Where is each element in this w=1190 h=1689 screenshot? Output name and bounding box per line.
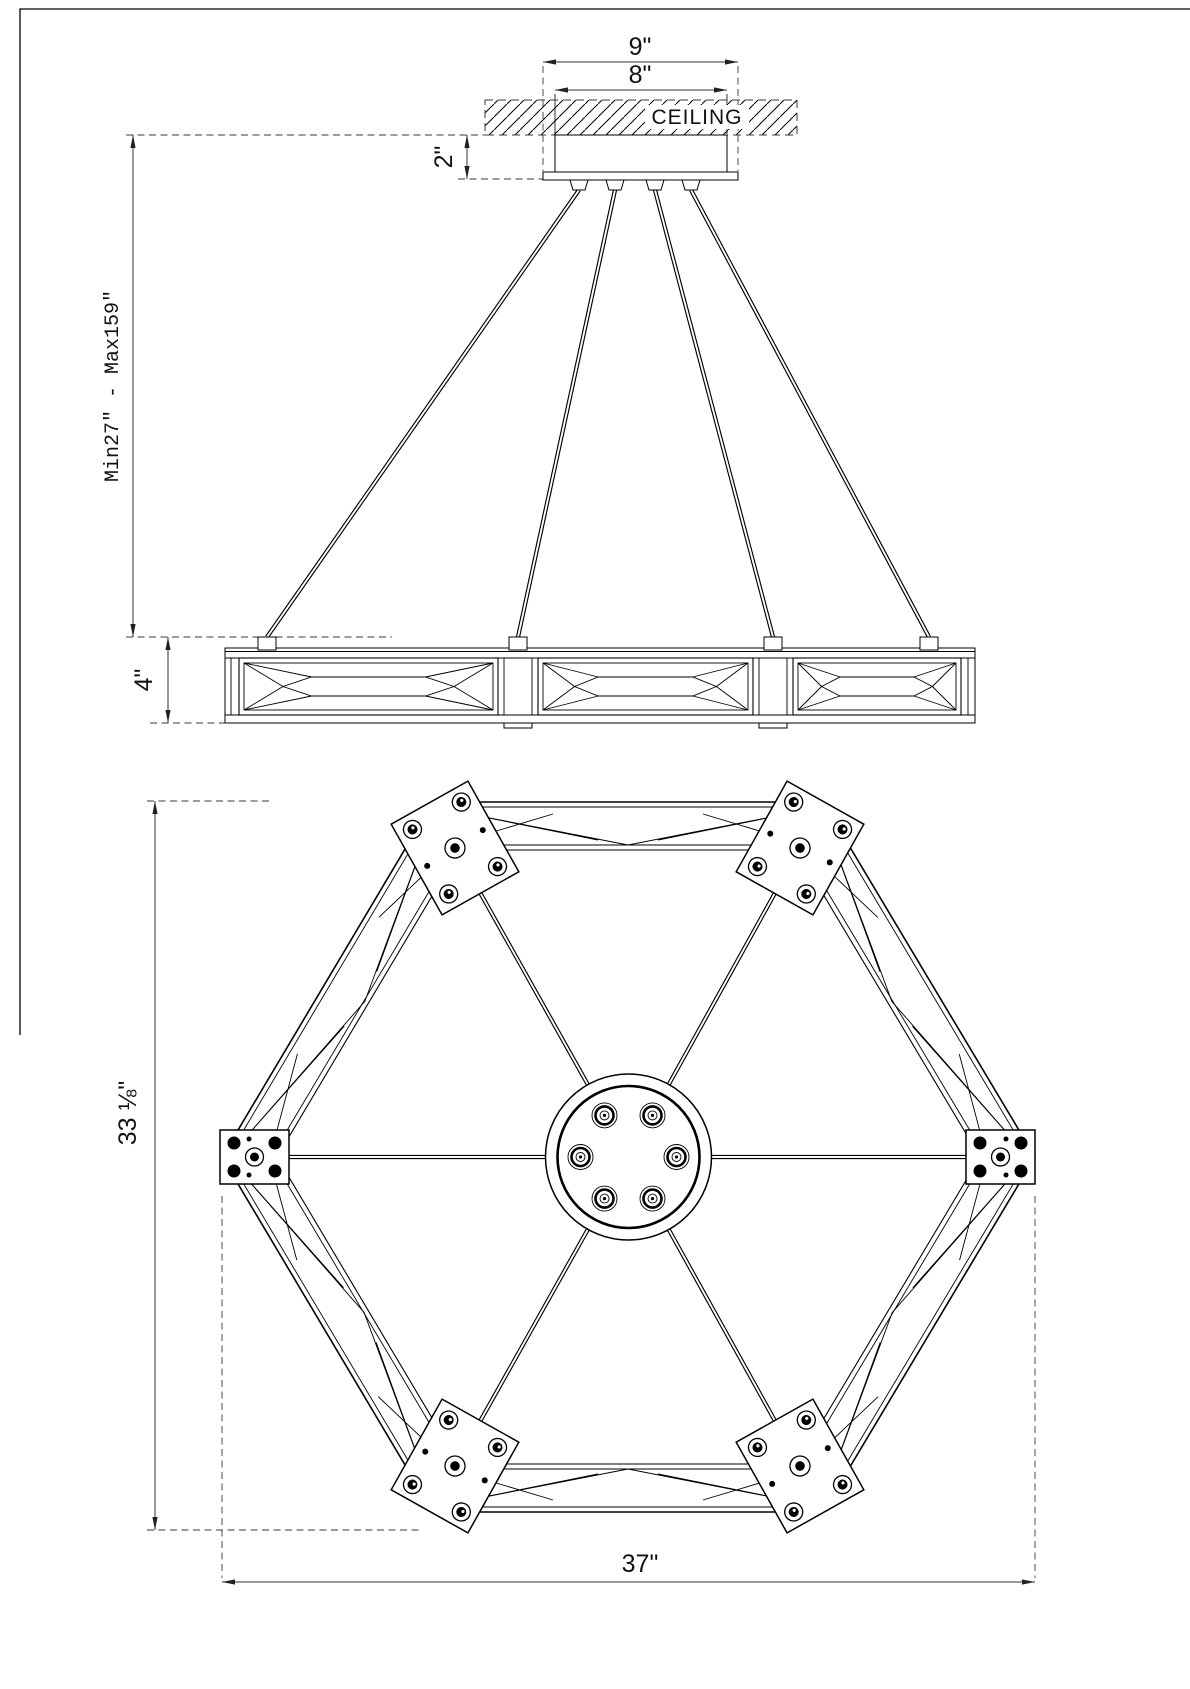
dim-33in: 33 ⅛" bbox=[114, 1080, 142, 1146]
canopy-body bbox=[555, 135, 727, 172]
dim-2in: 2" bbox=[430, 145, 458, 169]
vertex-plate-left bbox=[220, 1130, 289, 1184]
dim-8in: 8" bbox=[628, 61, 652, 89]
dim-4in: 4" bbox=[130, 668, 158, 692]
corner-plate-top-right bbox=[736, 781, 864, 915]
crystal-panel bbox=[793, 658, 961, 715]
dim-9in: 9" bbox=[628, 33, 652, 61]
plan-view bbox=[114, 781, 1035, 1584]
dim-hanging-range: Min27″ - Max159″ bbox=[102, 289, 125, 483]
canopy-base-plate bbox=[543, 172, 738, 180]
dim-37in: 37" bbox=[621, 1550, 659, 1578]
suspension-rods bbox=[267, 190, 929, 637]
crystal-panel bbox=[538, 658, 753, 715]
ceiling-hatch bbox=[485, 100, 797, 135]
top-rail bbox=[225, 648, 975, 658]
ceiling-label: CEILING bbox=[651, 106, 743, 129]
canopy bbox=[543, 135, 738, 190]
crystal-panel bbox=[239, 658, 498, 715]
central-hub bbox=[546, 1074, 712, 1240]
bottom-nub bbox=[759, 723, 787, 728]
vertex-plate-right bbox=[966, 1130, 1035, 1184]
canopy-rod-nubs bbox=[570, 180, 700, 190]
corner-plate-top-left bbox=[391, 781, 519, 915]
fixture-band-side bbox=[225, 637, 975, 728]
corner-plate-bottom-right bbox=[736, 1399, 864, 1533]
corner-plate-bottom-left bbox=[391, 1399, 519, 1533]
bottom-rail bbox=[225, 715, 975, 723]
end-post-left bbox=[225, 658, 239, 715]
bottom-nub bbox=[504, 723, 532, 728]
side-elevation-view bbox=[102, 33, 975, 728]
ceiling-band bbox=[485, 100, 797, 135]
